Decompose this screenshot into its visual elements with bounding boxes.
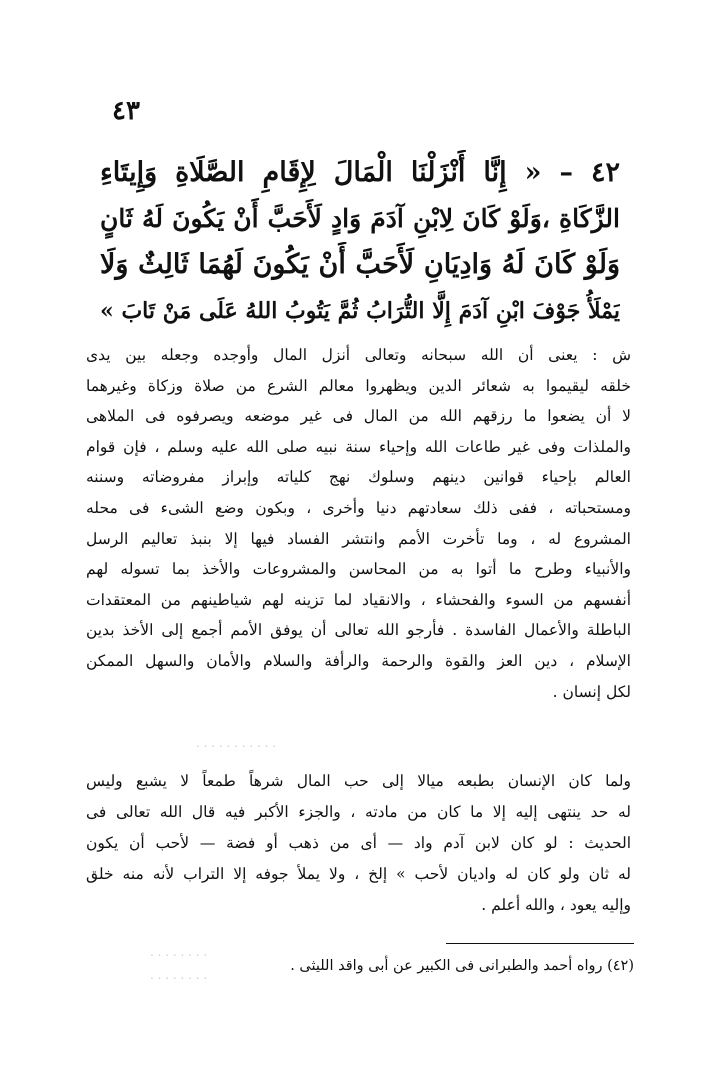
- body-line: وإليه يعود ، والله أعلم .: [481, 896, 631, 914]
- footnote: (٤٢) رواه أحمد والطبرانى فى الكبير عن أبى واقد الليثى .: [290, 958, 634, 974]
- hadith-text: [100, 150, 620, 334]
- commentary-line: خلقه ليقيموا به شعائر الدين ويظهروا معالم الشرع من صلاة وزكاة وغيرهما: [86, 376, 631, 395]
- commentary-line: العالم بإحياء قوانين دينهم وسلوك نهج كلياته وإبراز مفروضاته وسننه: [86, 468, 631, 487]
- commentary-line: ومستحباته ، ففى ذلك سعادتهم دنيا وأخرى ، وبكون وضع الشىء فى محله: [86, 498, 631, 517]
- bleed-through-text: . . . . . . . .: [150, 945, 208, 959]
- body-line: له ثان ولو كان له واديان لأحب » إلخ ، ولا يملأ جوفه إلا التراب لأنه منه خلق: [86, 865, 631, 883]
- body-line: له حد ينتهى إليه إلا ما كان من مادته ، والجزء الأكبر فيه قال الله تعالى فى: [86, 803, 631, 821]
- bleed-through-text: . . . . . . . . . . .: [196, 736, 277, 750]
- commentary-line: المشروع له ، وما تأخرت الأمم وانتشر الفساد فيها إلا بنبذ تعاليم الرسل: [86, 529, 631, 548]
- commentary-line: لا أن يضعوا ما رزقهم الله من المال فى غير موضعه ويصرفوه فى الملاهى: [86, 407, 631, 426]
- bleed-through-text: . . . . . . . .: [150, 968, 208, 982]
- commentary-line: الباطلة والأعمال الفاسدة . فأرجو الله تعالى أن يوفق الأمم أجمع إلى الأخذ بدين: [86, 621, 631, 640]
- body-paragraph: [86, 766, 631, 921]
- hadith-line: الزَّكَاةِ ،وَلَوْ كَانَ لِابْنِ آدَمَ وَادٍ لَأَحَبَّ أَنْ يَكُونَ لَهُ ثَانٍ: [100, 204, 620, 233]
- page-number: ٤٣: [112, 96, 140, 126]
- footnote-divider: [446, 943, 634, 944]
- commentary-line: والملذات وفى غير طاعات الله وإحياء سنة نبيه صلى الله عليه وسلم ، فإن قوام: [86, 437, 631, 456]
- commentary-line: الإسلام ، دين العز والقوة والرحمة والرأفة والسلام والأمان والسهل الممكن: [86, 651, 631, 670]
- commentary-line: ش : يعنى أن الله سبحانه وتعالى أنزل المال وأوجده وجعله بين يدى: [86, 346, 631, 364]
- commentary-paragraph: [86, 340, 631, 707]
- hadith-line: ٤٢ – « إِنَّا أَنْزَلْنَا الْمَالَ لِإِقَامِ الصَّلَاةِ وَإِيتَاءِ: [100, 157, 620, 188]
- commentary-line: أنفسهم من السوء والفحشاء ، والانقياد لما تزينه لهم شياطينهم من المعتقدات: [86, 590, 631, 609]
- hadith-line: وَلَوْ كَانَ لَهُ وَادِيَانِ لَأَحَبَّ أَنْ يَكُونَ لَهُمَا ثَالِثٌ وَلَا: [100, 249, 620, 280]
- hadith-line: يَمْلَأُ جَوْفَ ابْنِ آدَمَ إِلَّا التُّرَابُ ثُمَّ يَتُوبُ اللهُ عَلَى مَنْ تَابَ »: [100, 298, 620, 324]
- body-line: ولما كان الإنسان بطبعه ميالا إلى حب المال شرهاً طمعاً لا يشبع وليس: [86, 772, 631, 790]
- commentary-line: والأنبياء وطرح ما أتوا به من المحاسن والمشروعات والأخذ بما تسوله لهم: [86, 560, 631, 579]
- body-line: الحديث : لو كان لابن آدم واد — أى من ذهب أو فضة — لأحب أن يكون: [86, 834, 631, 852]
- commentary-line: لكل إنسان .: [552, 682, 631, 701]
